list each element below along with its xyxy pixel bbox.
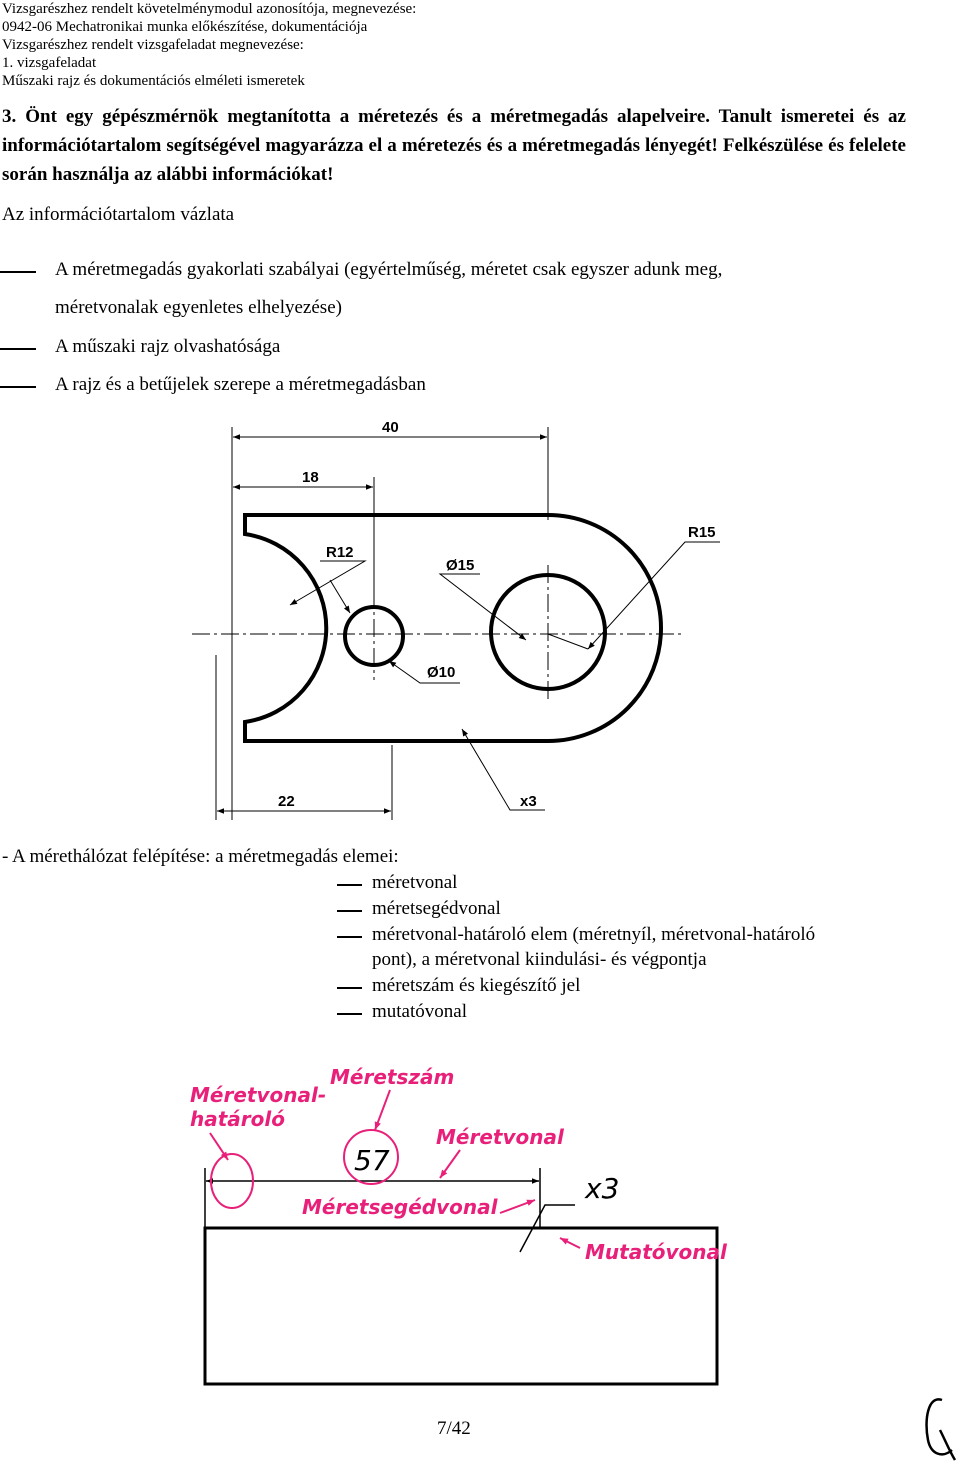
label-mutatovonal: Mutatóvonal bbox=[585, 1240, 727, 1264]
dim-text-r15: R15 bbox=[688, 524, 716, 541]
label-meretvonal: Méretvonal bbox=[436, 1125, 564, 1149]
dim-text-57: 57 bbox=[354, 1144, 390, 1177]
dim-text-r12: R12 bbox=[326, 544, 354, 561]
network-item: méretsegédvonal bbox=[372, 898, 501, 919]
network-item-continued: pont), a méretvonal kiindulási- és végpontja bbox=[372, 949, 707, 970]
network-intro: - A mérethálózat felépítése: a méretmegadás elemei: bbox=[2, 846, 399, 867]
network-item: méretszám és kiegészítő jel bbox=[372, 975, 581, 996]
label-meretszam: Méretszám bbox=[330, 1065, 455, 1089]
header-module-name: 0942-06 Mechatronikai munka előkészítése, dokumentációja bbox=[2, 19, 368, 35]
dim-text-x3-2: x3 bbox=[585, 1172, 620, 1205]
label-meretvonal-hatarolo-2: határoló bbox=[190, 1107, 285, 1131]
outline-item: A méretmegadás gyakorlati szabályai (egyértelműség, méretet csak egyszer adunk meg, bbox=[55, 259, 723, 280]
dim-text-40: 40 bbox=[382, 419, 399, 436]
task-text: 3. Önt egy gépészmérnök megtanította a méretezés és a méretmegadás alapelveire. Tanult ismeretei és az információtartalom segítségével magyarázza el a méretezés és a méretmegadás lényegét! Felkészülése és felelete során használja az alábbi információkat! bbox=[2, 106, 906, 185]
network-item: méretvonal-határoló elem (méretnyíl, méretvonal-határoló bbox=[372, 924, 816, 945]
header-task-number: 1. vizsgafeladat bbox=[2, 55, 97, 71]
header-module-label: Vizsgarészhez rendelt követelménymodul azonosítója, megnevezése: bbox=[2, 1, 417, 17]
outline-title: Az információtartalom vázlata bbox=[2, 204, 235, 225]
outline-item: A rajz és a betűjelek szerepe a méretmegadásban bbox=[55, 374, 426, 395]
outline-item: A műszaki rajz olvashatósága bbox=[55, 336, 281, 357]
network-item: mutatóvonal bbox=[372, 1001, 467, 1022]
outline-item-continued: méretvonalak egyenletes elhelyezése) bbox=[55, 297, 342, 318]
dim-text-d10: Ø10 bbox=[427, 664, 456, 681]
page-number: 7/42 bbox=[437, 1418, 471, 1439]
dim-text-22: 22 bbox=[278, 793, 295, 810]
header-task-name: Műszaki rajz és dokumentációs elméleti ismeretek bbox=[2, 73, 305, 89]
header-task-label: Vizsgarészhez rendelt vizsgafeladat megnevezése: bbox=[2, 37, 304, 53]
network-item: méretvonal bbox=[372, 872, 458, 893]
dim-text-x3: x3 bbox=[520, 793, 537, 810]
dim-text-d15: Ø15 bbox=[446, 557, 475, 574]
label-meretvonal-hatarolo-1: Méretvonal- bbox=[190, 1083, 327, 1107]
label-meretsegedvonal: Méretsegédvonal bbox=[302, 1195, 498, 1219]
dim-text-18: 18 bbox=[302, 469, 319, 486]
